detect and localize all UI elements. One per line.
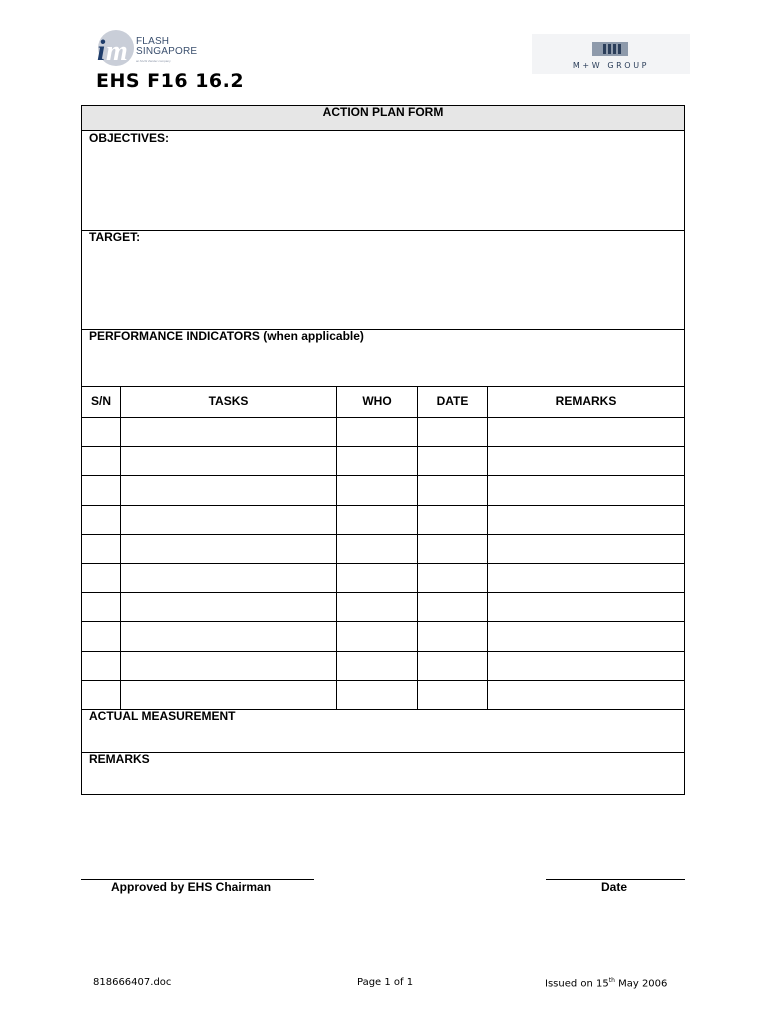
table-cell[interactable] [82, 622, 120, 651]
table-cell[interactable] [488, 593, 685, 621]
table-cell[interactable] [418, 564, 487, 592]
column-header-sn: S/N [90, 394, 111, 408]
im-logo-icon [94, 28, 134, 68]
table-cell[interactable] [337, 447, 417, 475]
table-cell[interactable] [418, 418, 487, 446]
table-cell[interactable] [121, 418, 336, 446]
divider [81, 386, 685, 387]
table-cell[interactable] [82, 447, 120, 475]
remarks-label: REMARKS [89, 752, 150, 766]
table-cell[interactable] [121, 593, 336, 621]
logo-brand-text: FLASH SINGAPORE [136, 36, 198, 57]
mw-logo-icon [592, 42, 628, 56]
table-cell[interactable] [337, 652, 417, 680]
table-cell[interactable] [488, 681, 685, 709]
table-cell[interactable] [488, 622, 685, 651]
svg-text:i: i [97, 34, 106, 67]
performance-indicators-field[interactable] [82, 346, 684, 385]
table-cell[interactable] [337, 593, 417, 621]
table-cell[interactable] [418, 593, 487, 621]
table-cell[interactable] [488, 476, 685, 505]
table-cell[interactable] [337, 622, 417, 651]
column-header-remarks: REMARKS [555, 394, 617, 408]
column-header-who: WHO [362, 394, 392, 408]
footer-page-number: Page 1 of 1 [357, 977, 414, 988]
table-cell[interactable] [82, 564, 120, 592]
table-cell[interactable] [337, 681, 417, 709]
date-label: Date [601, 880, 628, 894]
table-cell[interactable] [488, 506, 685, 534]
actual-measurement-label: ACTUAL MEASUREMENT [89, 709, 236, 723]
table-cell[interactable] [418, 476, 487, 505]
table-cell[interactable] [418, 652, 487, 680]
table-cell[interactable] [121, 652, 336, 680]
logo-tagline: an M+W Zander company [136, 59, 171, 63]
target-field[interactable] [82, 247, 684, 328]
approved-by-label: Approved by EHS Chairman [111, 880, 272, 894]
table-cell[interactable] [82, 535, 120, 563]
table-cell[interactable] [121, 506, 336, 534]
objectives-label: OBJECTIVES: [89, 131, 170, 145]
table-cell[interactable] [418, 506, 487, 534]
mw-group-logo [532, 34, 690, 74]
remarks-field[interactable] [82, 769, 684, 794]
table-cell[interactable] [337, 476, 417, 505]
table-cell[interactable] [418, 447, 487, 475]
table-cell[interactable] [121, 476, 336, 505]
table-cell[interactable] [82, 418, 120, 446]
table-cell[interactable] [488, 564, 685, 592]
table-cell[interactable] [82, 476, 120, 505]
table-cell[interactable] [488, 418, 685, 446]
column-header-tasks: TASKS [208, 394, 249, 408]
table-cell[interactable] [337, 506, 417, 534]
table-cell[interactable] [82, 681, 120, 709]
actual-measurement-field[interactable] [82, 726, 684, 751]
footer-filename: 818666407.doc [93, 977, 172, 988]
table-cell[interactable] [121, 447, 336, 475]
table-cell[interactable] [488, 535, 685, 563]
divider [81, 230, 685, 231]
table-cell[interactable] [488, 652, 685, 680]
table-cell[interactable] [82, 652, 120, 680]
table-cell[interactable] [418, 681, 487, 709]
divider [81, 752, 685, 753]
table-cell[interactable] [121, 681, 336, 709]
table-cell[interactable] [337, 535, 417, 563]
svg-text:m: m [106, 36, 128, 67]
table-cell[interactable] [121, 622, 336, 651]
flash-singapore-logo [94, 28, 204, 68]
table-cell[interactable] [82, 506, 120, 534]
objectives-field[interactable] [82, 148, 684, 229]
table-cell[interactable] [418, 622, 487, 651]
mw-group-text: M+W GROUP [572, 61, 650, 70]
table-cell[interactable] [337, 418, 417, 446]
column-header-date: DATE [436, 394, 469, 408]
form-title: ACTION PLAN FORM [82, 106, 684, 131]
table-cell[interactable] [121, 564, 336, 592]
table-cell[interactable] [337, 564, 417, 592]
table-cell[interactable] [488, 447, 685, 475]
table-cell[interactable] [418, 535, 487, 563]
performance-indicators-label: PERFORMANCE INDICATORS (when applicable) [89, 329, 364, 343]
document-code: EHS F16 16.2 [96, 70, 245, 92]
footer-issued-date: Issued on 15th May 2006 [545, 977, 668, 990]
target-label: TARGET: [89, 230, 141, 244]
table-cell[interactable] [121, 535, 336, 563]
table-cell[interactable] [82, 593, 120, 621]
